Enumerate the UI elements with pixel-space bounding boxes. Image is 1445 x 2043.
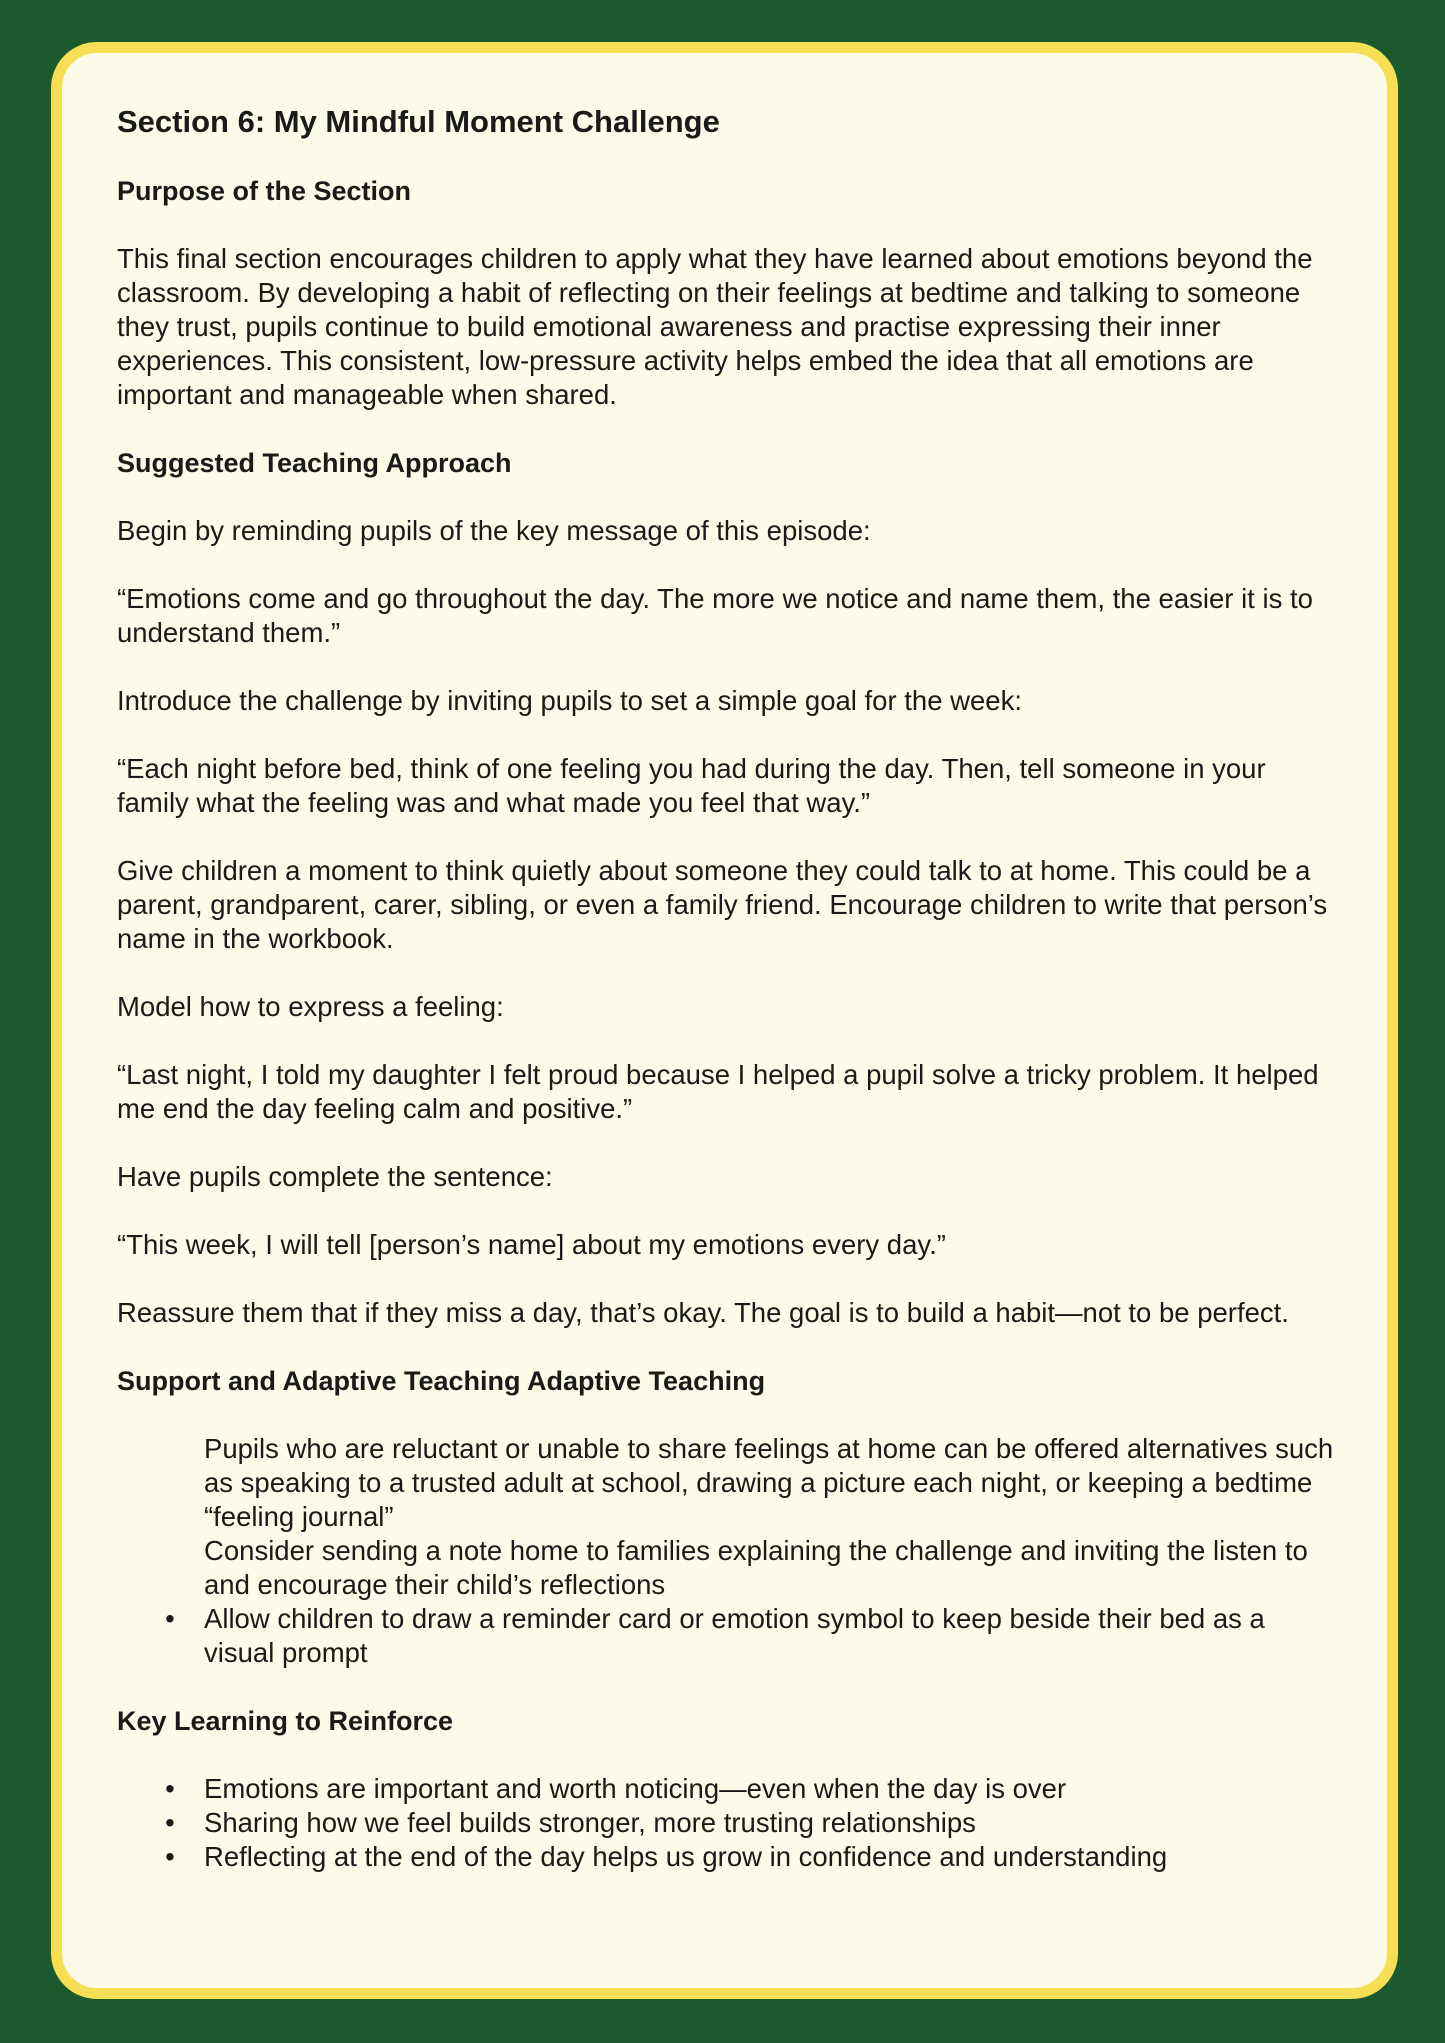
- list-item-text: Reflecting at the end of the day helps us grow in confidence and understanding: [204, 1841, 1168, 1872]
- approach-paragraph: “Emotions come and go throughout the day. The more we notice and name them, the easier it is to understand them.”: [117, 583, 1313, 648]
- purpose-heading: Purpose of the Section: [117, 176, 412, 206]
- bullet-icon: •: [165, 1603, 175, 1634]
- bullet-icon: •: [165, 1773, 175, 1804]
- page-title: Section 6: My Mindful Moment Challenge: [117, 104, 720, 139]
- support-heading: Support and Adaptive Teaching Adaptive Teaching: [117, 1366, 766, 1396]
- support-list: [117, 1432, 1342, 1670]
- approach-paragraph: “Last night, I told my daughter I felt proud because I helped a pupil solve a tricky problem. It helped me end the day feeling calm and positive.”: [117, 1059, 1319, 1124]
- list-item: [165, 1772, 1342, 1806]
- list-item-text: Consider sending a note home to families explaining the challenge and inviting the listen to and encourage their child’s reflections: [204, 1535, 1308, 1600]
- bullet-icon: •: [165, 1807, 175, 1838]
- page-card: [51, 42, 1398, 1999]
- list-item-text: Sharing how we feel builds stronger, more trusting relationships: [204, 1807, 976, 1838]
- list-item: [165, 1602, 1342, 1670]
- key-learning-list: [117, 1772, 1342, 1874]
- bullet-icon: •: [165, 1841, 175, 1872]
- list-item-text: Allow children to draw a reminder card or emotion symbol to keep beside their bed as a visual prompt: [204, 1603, 1265, 1668]
- approach-paragraph: “Each night before bed, think of one feeling you had during the day. Then, tell someone in your family what the feeling was and what made you feel that way.”: [117, 753, 1266, 818]
- approach-paragraph: Have pupils complete the sentence:: [117, 1161, 553, 1192]
- list-item: [165, 1840, 1342, 1874]
- approach-paragraph: Give children a moment to think quietly about someone they could talk to at home. This could be a parent, grandparent, carer, sibling, or even a family friend. Encourage children to write that person’s name in the workbook.: [117, 855, 1328, 954]
- list-item: [204, 1432, 1342, 1534]
- approach-paragraph: Reassure them that if they miss a day, that’s okay. The goal is to build a habit—not to be perfect.: [117, 1297, 1289, 1328]
- approach-paragraph: Introduce the challenge by inviting pupils to set a simple goal for the week:: [117, 685, 1022, 716]
- list-item-text: Pupils who are reluctant or unable to share feelings at home can be offered alternatives such as speaking to a trusted adult at school, drawing a picture each night, or keeping a bedtime “feeling journal”: [204, 1433, 1334, 1532]
- approach-heading: Suggested Teaching Approach: [117, 448, 512, 478]
- approach-paragraph: “This week, I will tell [person’s name] about my emotions every day.”: [117, 1229, 946, 1260]
- approach-paragraph: Begin by reminding pupils of the key message of this episode:: [117, 515, 871, 546]
- list-item-text: Emotions are important and worth noticing—even when the day is over: [204, 1773, 1067, 1804]
- list-item: [204, 1534, 1342, 1602]
- list-item: [165, 1806, 1342, 1840]
- key-learning-heading: Key Learning to Reinforce: [117, 1706, 454, 1736]
- purpose-body: This final section encourages children to apply what they have learned about emotions beyond the classroom. By developing a habit of reflecting on their feelings at bedtime and talking to someone they trust, pupils continue to build emotional awareness and practise expressing their inner experiences. This consistent, low-pressure activity helps embed the idea that all emotions are important and manageable when shared.: [117, 243, 1313, 410]
- approach-paragraph: Model how to express a feeling:: [117, 991, 504, 1022]
